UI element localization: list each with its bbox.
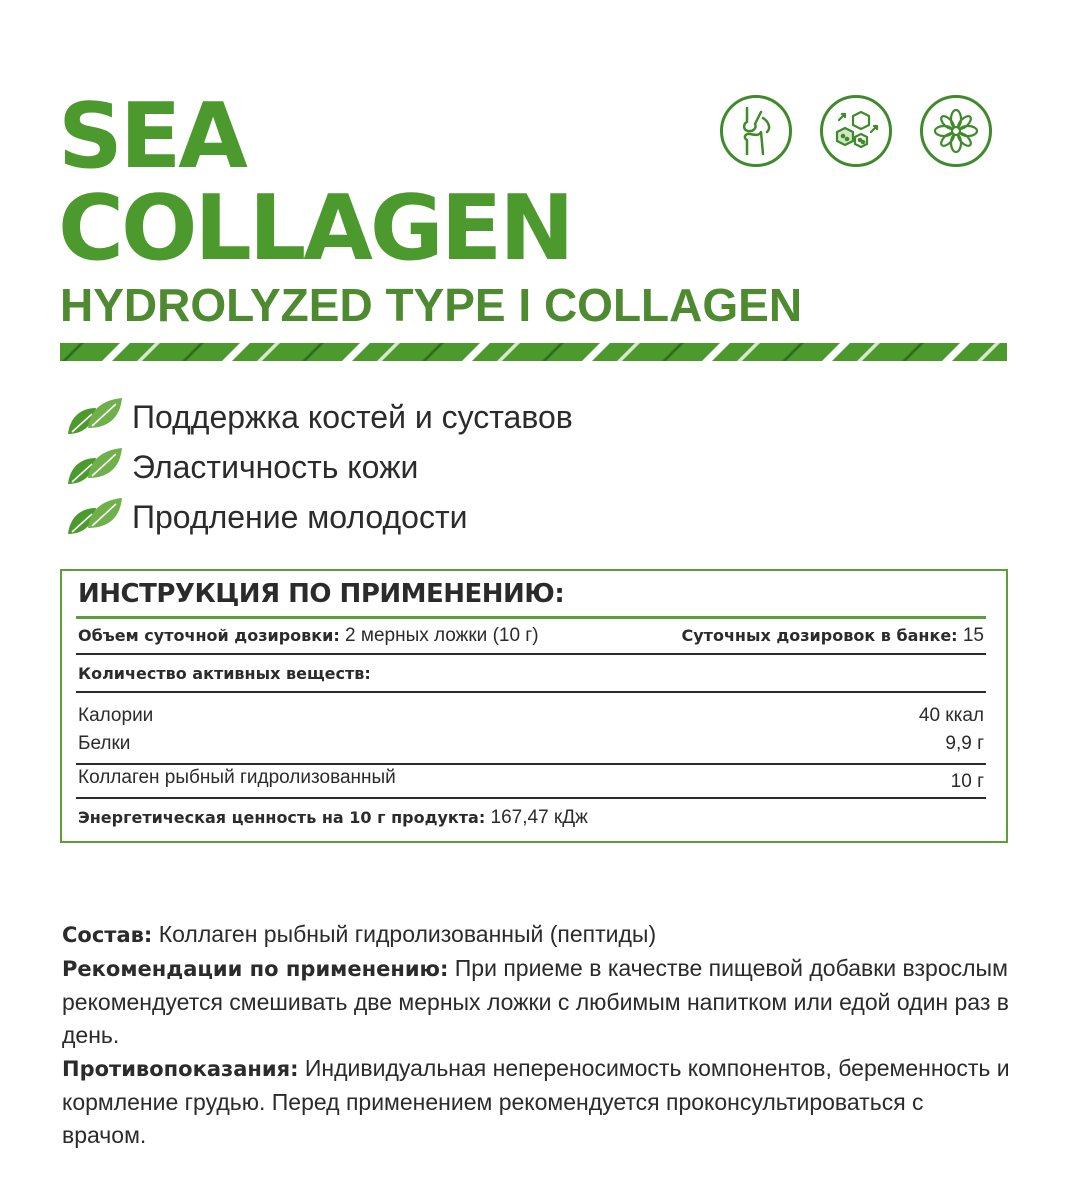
daily-dose-value: 2 мерных ложки (10 г) xyxy=(345,625,539,646)
leaf-icon xyxy=(64,394,126,440)
divider xyxy=(76,616,986,619)
decorative-stripe xyxy=(60,343,1007,361)
servings-value: 15 xyxy=(962,625,984,646)
product-subtitle: HYDROLYZED TYPE I COLLAGEN xyxy=(60,279,803,331)
daily-dose-label: Объем суточной дозировки: xyxy=(78,626,340,645)
calories-label: Калории xyxy=(78,705,154,726)
calories-value: 40 ккал xyxy=(918,705,984,726)
divider xyxy=(76,691,986,693)
recommendations-paragraph xyxy=(62,952,1012,1052)
composition-section xyxy=(62,918,1012,1152)
protein-label: Белки xyxy=(78,733,131,754)
benefit-text: Эластичность кожи xyxy=(132,448,419,485)
contraindications-label: Противопоказания: xyxy=(62,1057,299,1081)
energy-value: 167,47 кДж xyxy=(490,807,588,828)
leaf-icon xyxy=(64,494,126,540)
active-label: Количество активных веществ: xyxy=(78,664,371,683)
recommendations-text: При приеме в качестве пищевой добавки взрослым рекомендуется смешивать две мерных ложки с любимым напитком или едой один раз в день. xyxy=(62,955,1009,1048)
composition-text: Коллаген рыбный гидролизованный (пептиды) xyxy=(158,921,657,947)
recommendations-label: Рекомендации по применению: xyxy=(62,957,449,981)
benefit-text: Продление молодости xyxy=(132,498,468,535)
list-item xyxy=(64,492,573,542)
active-substances-row xyxy=(78,663,984,685)
energy-row xyxy=(78,807,984,829)
contraindications-text: Индивидуальная непереносимость компонентов, беременность и кормление грудью. Перед применением рекомендуется проконсультироваться с врачом. xyxy=(62,1055,1010,1148)
energy-label: Энергетическая ценность на 10 г продукта: xyxy=(78,808,486,827)
divider xyxy=(76,763,986,765)
flower-icon xyxy=(920,95,992,167)
table-row xyxy=(78,733,984,755)
servings-label: Суточных дозировок в банке: xyxy=(681,626,958,645)
list-item xyxy=(64,442,573,492)
table-row xyxy=(78,705,984,727)
dosage-row xyxy=(78,625,984,647)
list-item xyxy=(64,392,573,442)
divider xyxy=(76,797,986,799)
feature-icons xyxy=(720,95,992,167)
molecule-icon xyxy=(820,95,892,167)
joint-icon xyxy=(720,95,792,167)
divider xyxy=(76,653,986,655)
instructions-panel xyxy=(60,569,1008,843)
contraindications-paragraph xyxy=(62,1052,1012,1152)
composition-paragraph xyxy=(62,918,1012,952)
protein-value: 9,9 г xyxy=(945,733,984,754)
composition-label: Состав: xyxy=(62,923,153,947)
product-title-line2: COLLAGEN xyxy=(58,176,572,281)
instructions-heading: ИНСТРУКЦИЯ ПО ПРИМЕНЕНИЮ: xyxy=(78,579,565,609)
product-title-line1: SEA xyxy=(58,84,245,189)
benefits-list xyxy=(64,392,573,542)
collagen-value: 10 г xyxy=(950,771,984,792)
benefit-text: Поддержка костей и суставов xyxy=(132,398,573,435)
collagen-label: Коллаген рыбный гидролизованный xyxy=(78,767,396,788)
leaf-icon xyxy=(64,444,126,490)
table-row xyxy=(78,767,984,792)
